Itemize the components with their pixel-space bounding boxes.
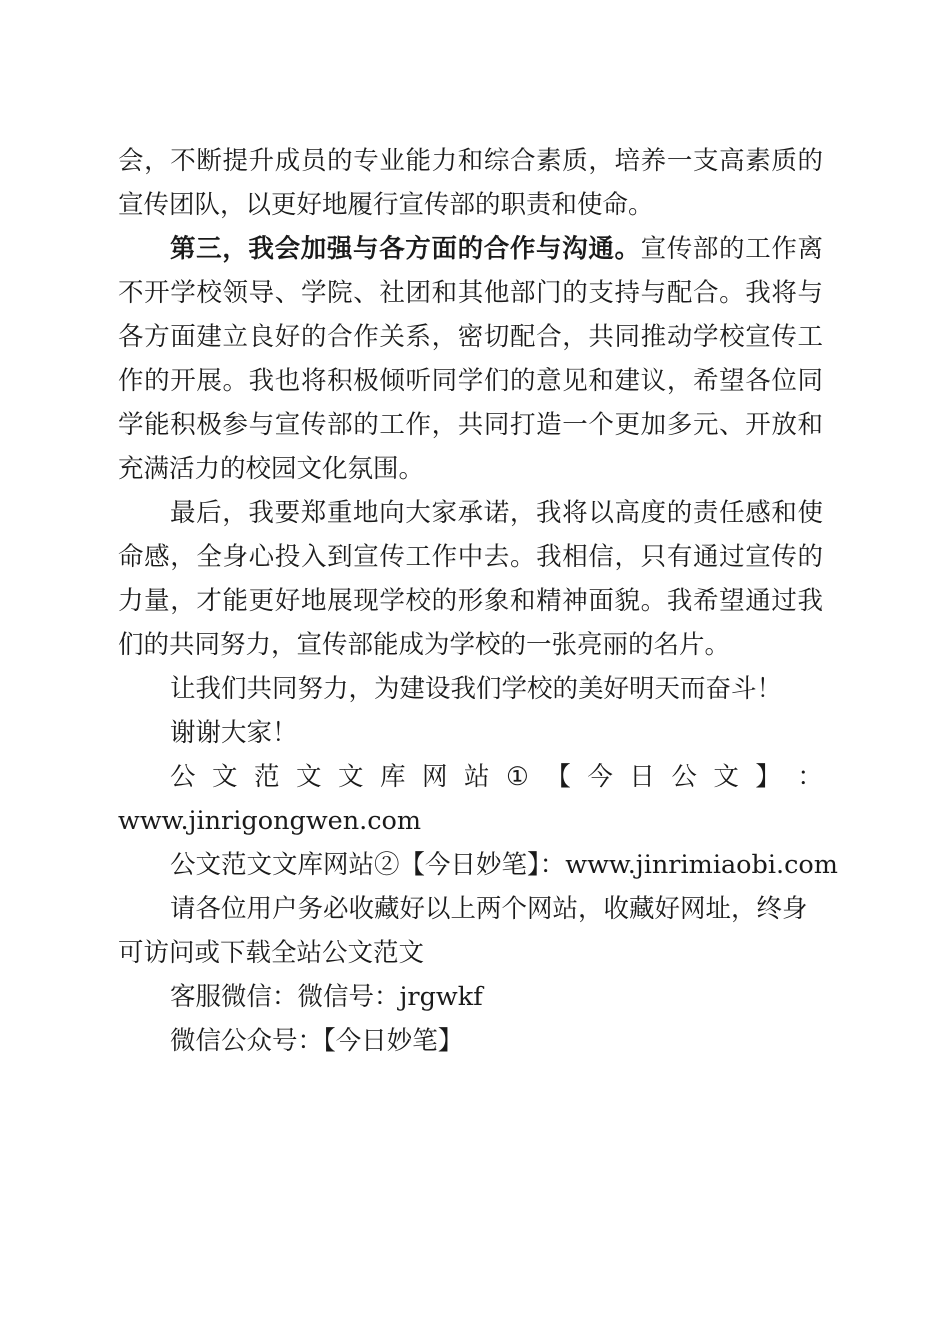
paragraph-5: 谢谢大家！	[170, 718, 298, 748]
wechat-public-account: 微信公众号：【今日妙笔】	[170, 1026, 464, 1056]
notice-line-1: 请各位用户务必收藏好以上两个网站，收藏好网址，终身	[170, 894, 808, 924]
paragraph-4: 让我们共同努力，为建设我们学校的美好明天而奋斗！	[170, 674, 783, 704]
paragraph-2-body: 宣传部的工作离不开学校领导、学院、社团和其他部门的支持与配合。我将与各方面建立良好的合作关系，密切配合，共同推动学校宣传工作的开展。我也将积极倾听同学们的意见和建议，希望各位同学能积极参与宣传部的工作，共同打造一个更加多元、开放和充满活力的校园文化氛围。	[118, 234, 823, 484]
paragraph-1: 会，不断提升成员的专业能力和综合素质，培养一支高素质的宣传团队，以更好地履行宣传部的职责和使命。	[118, 146, 823, 220]
site2-line: 公文范文文库网站②【今日妙笔】：www.jinrimiaobi.com	[170, 850, 838, 880]
customer-service-wechat: 客服微信：微信号：jrgwkf	[170, 982, 483, 1012]
paragraph-3: 最后，我要郑重地向大家承诺，我将以高度的责任感和使命感，全身心投入到宣传工作中去。我相信，只有通过宣传的力量，才能更好地展现学校的形象和精神面貌。我希望通过我们的共同努力，宣传部能成为学校的一张亮丽的名片。	[118, 498, 823, 660]
notice-line-2: 可访问或下载全站公文范文	[118, 938, 425, 968]
paragraph-2-heading: 第三，我会加强与各方面的合作与沟通。	[170, 234, 641, 264]
paragraph-2	[118, 227, 823, 491]
site1-label: 公 文 范 文 文 库 网 站 ① 【 今 日 公 文 】 ：	[170, 762, 823, 792]
document-page	[118, 139, 838, 1063]
site1-url: www.jinrigongwen.com	[118, 806, 422, 836]
